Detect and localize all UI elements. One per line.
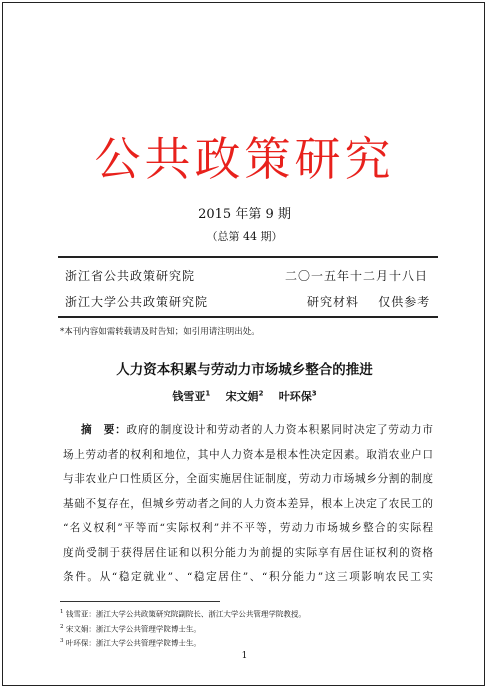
author-name: 钱雪亚 bbox=[172, 390, 206, 403]
header-top-rule bbox=[58, 256, 438, 258]
issue-number: 2015 年第 9 期 bbox=[198, 207, 291, 222]
author-name: 宋文娟 bbox=[225, 390, 259, 403]
header-bottom-rule bbox=[58, 316, 438, 318]
abstract-line: 基础不复存在，但城乡劳动者之间的人力资本差异，根本上决定了农民工的 bbox=[63, 497, 433, 510]
document-page bbox=[2, 2, 485, 686]
header-date: 二〇一五年十二月十八日 bbox=[285, 269, 429, 283]
header-institute-1: 浙江省公共政策研究院 bbox=[65, 269, 196, 283]
footnote-item: $^3$ 叶环保：浙江大学公共管理学院博士生。 bbox=[60, 638, 201, 648]
abstract-line: “名义权利”平等而“实际权利”并不平等，劳动力市场城乡整合的实际程 bbox=[63, 522, 433, 534]
abstract-line: 与非农业户口性质区分，全面实施居住证制度，劳动力市场城乡分割的制度 bbox=[63, 473, 433, 485]
abstract-paragraph bbox=[63, 418, 433, 590]
author-footnote-mark: 2 bbox=[258, 389, 264, 398]
footnote-divider bbox=[60, 601, 220, 602]
journal-masthead: 公共政策研究 bbox=[94, 132, 395, 186]
abstract-line: 摘 要：政府的制度设计和劳动者的人力资本积累同时决定了劳动力市 bbox=[81, 424, 434, 436]
author-line bbox=[3, 388, 486, 404]
author-footnote-mark: 1 bbox=[205, 389, 211, 398]
header-institute-2: 浙江大学公共政策研究院 bbox=[65, 295, 209, 309]
abstract-line: 条件。从“稳定就业”、“稳定居住”、“积分能力”这三项影响农民工实 bbox=[63, 571, 433, 583]
header-material-note: 研究材料 仅供参考 bbox=[307, 295, 431, 309]
page-number: 1 bbox=[241, 651, 248, 661]
abstract-label: 摘 要： bbox=[81, 424, 127, 436]
abstract-line: 场上劳动者的权利和地位，其中人力资本是根本性决定因素。取消农业户口 bbox=[63, 448, 433, 461]
total-issue-number: （总第 44 期） bbox=[206, 230, 283, 243]
footnote-item: $^1$ 钱雪亚：浙江大学公共政策研究院副院长、浙江大学公共管理学院教授。 bbox=[60, 609, 306, 619]
reprint-notice: *本刊内容如需转载请及时告知；如引用请注明出处。 bbox=[60, 327, 260, 337]
article-title: 人力资本积累与劳动力市场城乡整合的推进 bbox=[116, 362, 373, 378]
abstract-line: 度尚受制于获得居住证和以积分能力为前提的实际享有居住证权利的资格 bbox=[63, 546, 433, 559]
footnotes bbox=[60, 606, 306, 650]
footnote-item: $^2$ 宋文娟：浙江大学公共管理学院博士生。 bbox=[60, 623, 201, 633]
author-footnote-mark: 3 bbox=[311, 389, 317, 398]
author-name: 叶环保 bbox=[278, 390, 312, 403]
